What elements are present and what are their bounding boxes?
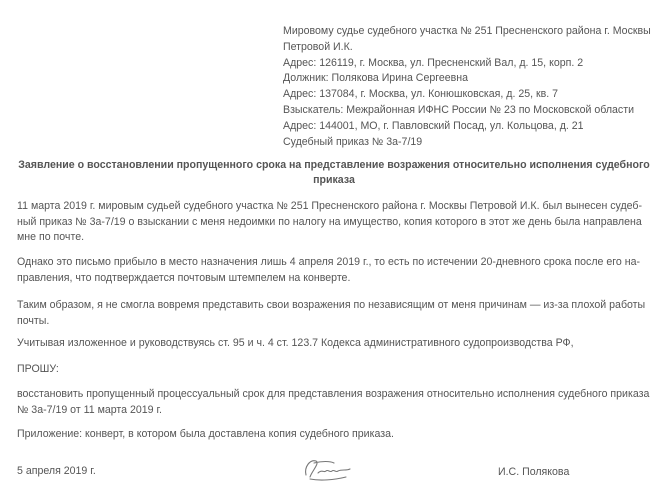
document-title-line-2: приказа — [313, 174, 355, 186]
paragraph-line: мне по почте. — [17, 231, 85, 243]
signer-name: И.С. Полякова — [498, 466, 570, 478]
paragraph-line: 11 марта 2019 г. мировым судьей судебного участка № 251 Пресненского района г. Москвы Петровой И.К. был вынесен судеб- — [17, 200, 643, 212]
addressee-block — [283, 24, 658, 150]
debtor-address: Адрес: 137084, г. Москва, ул. Конюшковская, д. 25, кв. 7 — [283, 88, 559, 101]
claimant: Взыскатель: Межрайонная ИФНС России № 23 по Московской области — [283, 103, 634, 116]
addressee-judge-name: Петровой И.К. — [283, 40, 353, 53]
paragraph-1 — [17, 199, 647, 246]
paragraph-line: почты. — [17, 314, 50, 327]
paragraph-line: ПРОШУ: — [17, 363, 59, 375]
court-address: Адрес: 126119, г. Москва, ул. Пресненский Вал, д. 15, корп. 2 — [283, 56, 584, 69]
addressee-judge: Мировому судье судебного участка № 251 Пресненского района г. Москвы — [283, 25, 651, 37]
paragraph-line: Учитывая изложенное и руководствуясь ст. 95 и ч. 4 ст. 123.7 Кодекса административного судопроизводства РФ, — [17, 337, 574, 349]
paragraph-line: Таким образом, я не смогла вовремя представить свои возражения по независящим от меня причинам — из-за плохой работы — [17, 299, 646, 311]
paragraph-line: восстановить пропущенный процессуальный срок для представления возражения относительно исполнения судебного приказа — [17, 388, 650, 400]
claimant-address: Адрес: 144001, МО, г. Павловский Посад, ул. Кольцова, д. 21 — [283, 119, 584, 132]
signature-date: 5 апреля 2019 г. — [17, 465, 96, 477]
paragraph-line: ный приказ № 3а-7/19 о взыскании с меня недоимки по налогу на имущество, копия которого в этот же день была направлена — [17, 215, 642, 228]
debtor: Должник: Полякова Ирина Сергеевна — [283, 72, 469, 85]
document-title — [12, 158, 656, 188]
court-order-number: Судебный приказ № 3а-7/19 — [283, 135, 423, 148]
paragraph-3 — [17, 298, 647, 329]
paragraph-request — [17, 387, 650, 418]
paragraph-2 — [17, 255, 647, 286]
paragraph-4 — [17, 336, 647, 352]
paragraph-line: правления, что подтверждается почтовым штемпелем на конверте. — [17, 271, 351, 284]
request-heading — [17, 362, 647, 378]
attachment-note — [17, 427, 647, 443]
signature-image — [300, 455, 356, 483]
paragraph-line: Приложение: конверт, в котором была доставлена копия судебного приказа. — [17, 428, 394, 440]
paragraph-line: № 3а-7/19 от 11 марта 2019 г. — [17, 403, 163, 416]
paragraph-line: Однако это письмо прибыло в место назначения лишь 4 апреля 2019 г., то есть по истечении 20-дневного срока после его на- — [17, 256, 640, 268]
document-title-line-1: Заявление о восстановлении пропущенного срока на представление возражения относительно исполнения судебного — [18, 159, 650, 171]
